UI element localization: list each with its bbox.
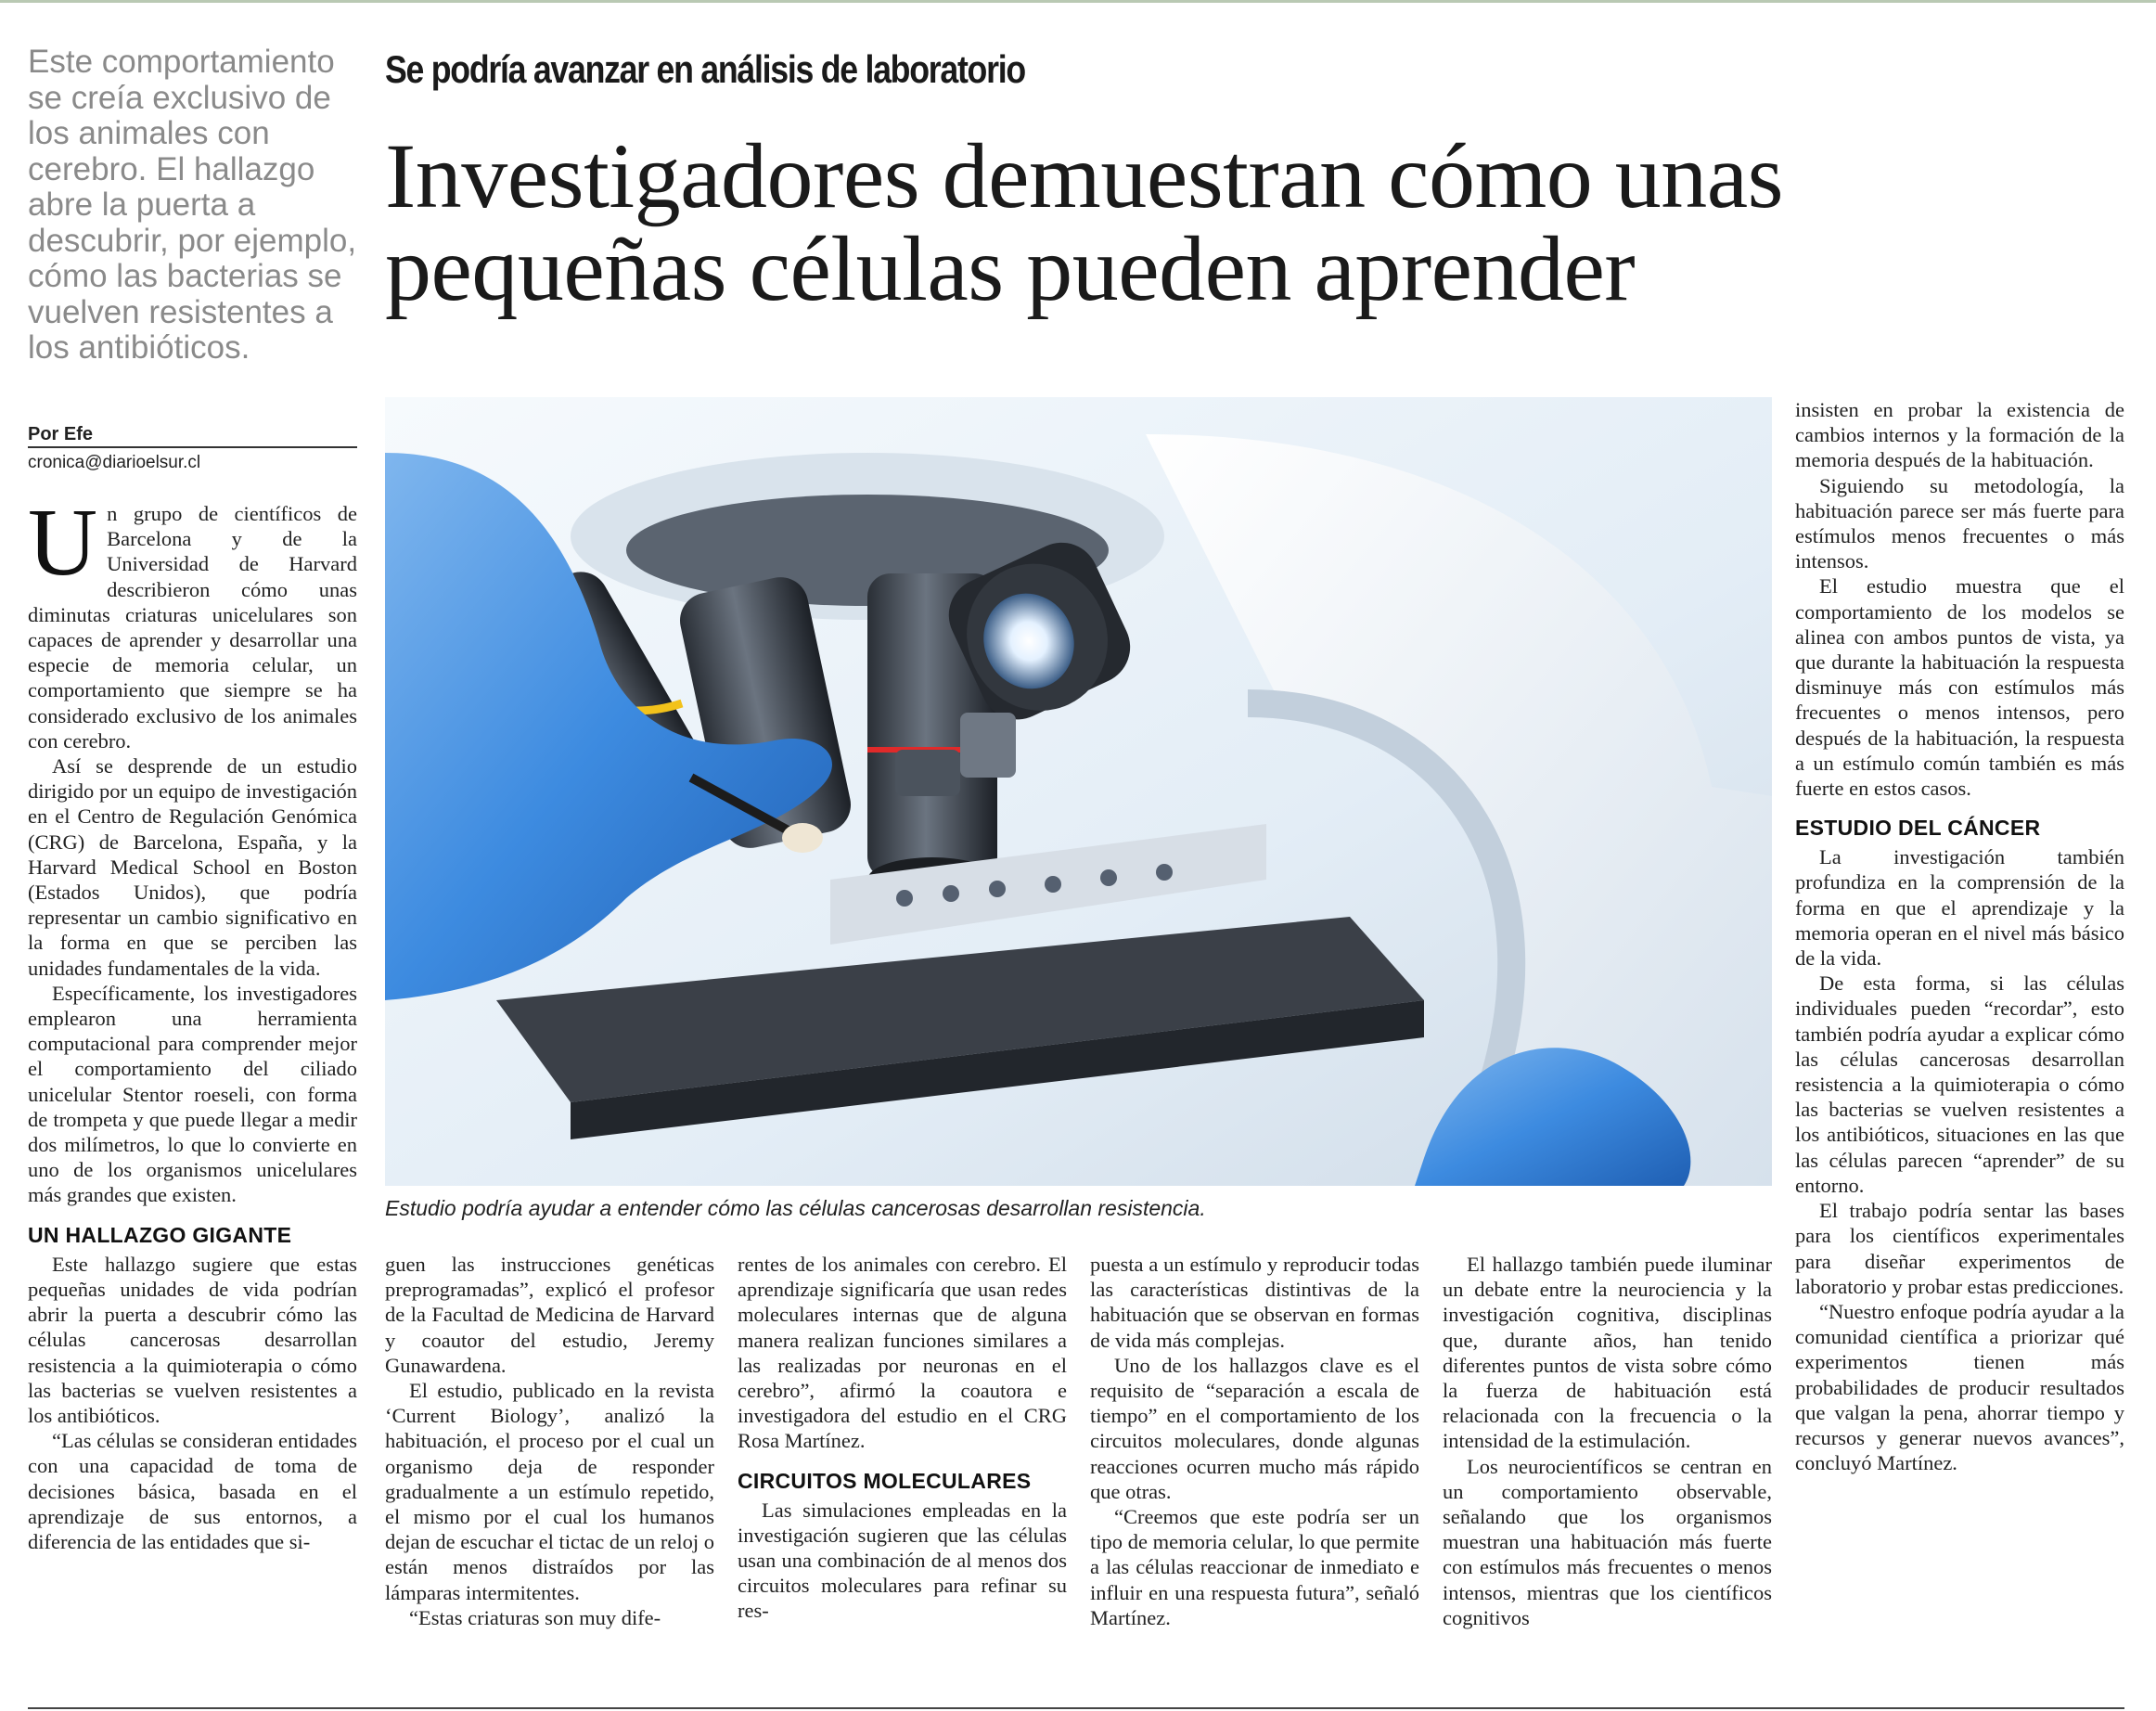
subheading-circuitos: CIRCUITOS MOLECULARES — [738, 1468, 1032, 1493]
article-lead: Este comportamiento se creía exclusivo de los animales con cerebro. El hallazgo abre la puerta a descubrir, por ejemplo, cómo las bacterias se vuelven resistentes a los antibióticos. — [28, 44, 357, 366]
paragraph-20: De esta forma, si las células individuales pueden “recordar”, esto también podría ayudar a explicar cómo las células cancerosas desarrollan resistencia a la quimioterapia o cómo las bacterias se vuelven resistentes a los antibióticos, situaciones en las que las células parecen “aprender” de su entorno. — [1795, 971, 2124, 1197]
headline — [385, 124, 2148, 320]
paragraph-1: Un grupo de científicos de Barcelona y de la Universidad de Harvard describieron cómo unas diminutas criaturas unicelulares son capaces de aprender y desarrollar una especie de memoria celular, un comportamiento que siempre se ha considerado exclusivo de los animales con cerebro. — [28, 489, 357, 753]
paragraph-16: insisten en probar la existencia de cambios internos y la formación de la memoria después de la habituación. — [1795, 398, 2124, 472]
microscope-photo — [385, 397, 1772, 1186]
subheading-cancer: ESTUDIO DEL CÁNCER — [1795, 816, 2041, 841]
paragraph-13: “Creemos que este podría ser un tipo de memoria celular, lo que permite a las células reaccionar de inmediato e influir en una respuesta futura”, señaló Martínez. — [1090, 1505, 1419, 1629]
article-column-5 — [1443, 1252, 1772, 1630]
paragraph-14: El hallazgo también puede iluminar un debate entre la neurociencia y la investigación cognitiva, disciplinas que, durante años, han tenido diferentes puntos de vista sobre cómo la fuerza de habituación está relacionada con la frecuencia o la intensidad de la estimulación. — [1443, 1253, 1772, 1453]
paragraph-22: “Nuestro enfoque podría ayudar a la comunidad científica a priorizar qué experimentos tienen más probabilidades de producir resultados que valgan la pena, ahorrar tiempo y recursos y generar nuevos avances”, concluyó Martínez. — [1795, 1299, 2124, 1475]
top-rule — [0, 0, 2156, 3]
paragraph-17: Siguiendo su metodología, la habituación parece ser más fuerte para estímulos menos frecuentes o más intensos. — [1795, 473, 2124, 573]
subheading-hallazgo: UN HALLAZGO GIGANTE — [28, 1222, 292, 1247]
drop-cap: U — [28, 489, 98, 596]
paragraph-8: “Estas criaturas son muy dife- — [409, 1605, 661, 1629]
article-column-6 — [1795, 397, 2124, 1475]
headline-line-2: pequeñas células pueden aprender — [385, 217, 1636, 320]
paragraph-5: “Las células se consideran entidades con una capacidad de toma de decisiones básica, basada en el aprendizaje de sus entornos, a diferencia de las entidades que si- — [28, 1429, 357, 1553]
article-column-4 — [1090, 1252, 1419, 1630]
bottom-rule — [28, 1707, 2124, 1709]
paragraph-21: El trabajo podría sentar las bases para los científicos experimentales para diseñar experimentos de laboratorio y probar estas predicciones. — [1795, 1199, 2124, 1298]
microscope-illustration — [385, 397, 1772, 1186]
byline-email: cronica@diarioelsur.cl — [28, 453, 201, 472]
article-column-2 — [385, 1252, 714, 1630]
byline-author: Por Efe — [28, 424, 94, 444]
paragraph-9: rentes de los animales con cerebro. El aprendizaje significaría que usan redes moleculares internas que de alguna manera realizan funciones similares a las realizadas por neuronas en el cerebro”, afirmó la coautora e investigadora del estudio en el CRG Rosa Martínez. — [738, 1253, 1067, 1453]
paragraph-4: Este hallazgo sugiere que estas pequeñas unidades de vida podrían abrir la puerta a descubrir cómo las células cancerosas desarrollan resistencia a la quimioterapia o cómo las bacterias se vuelven resistentes a los antibióticos. — [28, 1252, 357, 1427]
byline-rule — [28, 446, 357, 448]
article-column-3 — [738, 1252, 1067, 1624]
paragraph-15: Los neurocientíficos se centran en un comportamiento observable, señalando que los organismos muestran una habituación más fuerte con estímulos más frecuentes o menos intensos, mientras que los científicos cognitivos — [1443, 1454, 1772, 1629]
paragraph-2: Así se desprende de un estudio dirigido por un equipo de investigación en el Centro de Regulación Genómica (CRG) de Barcelona, España, y la Harvard Medical School en Boston (Estados Unidos), que podría representar un cambio significativo en la forma en que se perciben las unidades fundamentales de la vida. — [28, 754, 357, 980]
headline-line-1: Investigadores demuestran cómo unas — [385, 124, 1784, 227]
paragraph-10: Las simulaciones empleadas en la investigación sugieren que las células usan una combinación de al menos dos circuitos moleculares para refinar su res- — [738, 1498, 1067, 1623]
paragraph-7: El estudio, publicado en la revista ‘Current Biology’, analizó la habituación, el proceso por el cual un organismo deja de responder gradualmente a un estímulo repetido, el mismo por el cual los humanos dejan de escuchar el tictac de un reloj o están menos distraídos por las lámparas intermitentes. — [385, 1379, 714, 1604]
kicker: Se podría avanzar en análisis de laboratorio — [385, 47, 1025, 91]
paragraph-3: Específicamente, los investigadores emplearon una herramienta computacional para comprender mejor el comportamiento del ciliado unicelular Stentor roeseli, con forma de trompeta y que puede llegar a medir dos milímetros, lo que lo convierte en uno de los organismos unicelulares más grandes que existen. — [28, 981, 357, 1207]
paragraph-6: guen las instrucciones genéticas preprogramadas”, explicó el profesor de la Facultad de Medicina de Harvard y coautor del estudio, Jeremy Gunawardena. — [385, 1253, 714, 1377]
paragraph-19: La investigación también profundiza en la comprensión de la forma en que el aprendizaje y la memoria operan en el nivel más básico de la vida. — [1795, 845, 2124, 971]
article-column-1 — [28, 489, 357, 1554]
paragraph-12: Uno de los hallazgos clave es el requisito de “separación a escala de tiempo” en el comportamiento de los circuitos moleculares, donde algunas reacciones ocurren mucho más rápido que otras. — [1090, 1353, 1419, 1503]
paragraph-18: El estudio muestra que el comportamiento de los modelos se alinea con ambos puntos de vista, ya que durante la habituación la respuesta disminuye más con estímulos más frecuentes o menos intensos, pero después de la habituación, la respuesta a un estímulo común también es más fuerte en estos casos. — [1795, 574, 2124, 801]
photo-caption: Estudio podría ayudar a entender cómo las células cancerosas desarrollan resistencia. — [385, 1196, 1206, 1220]
byline — [28, 423, 357, 474]
paragraph-11: puesta a un estímulo y reproducir todas las características distintivas de la habituación que se observan en formas de vida más complejas. — [1090, 1253, 1419, 1352]
